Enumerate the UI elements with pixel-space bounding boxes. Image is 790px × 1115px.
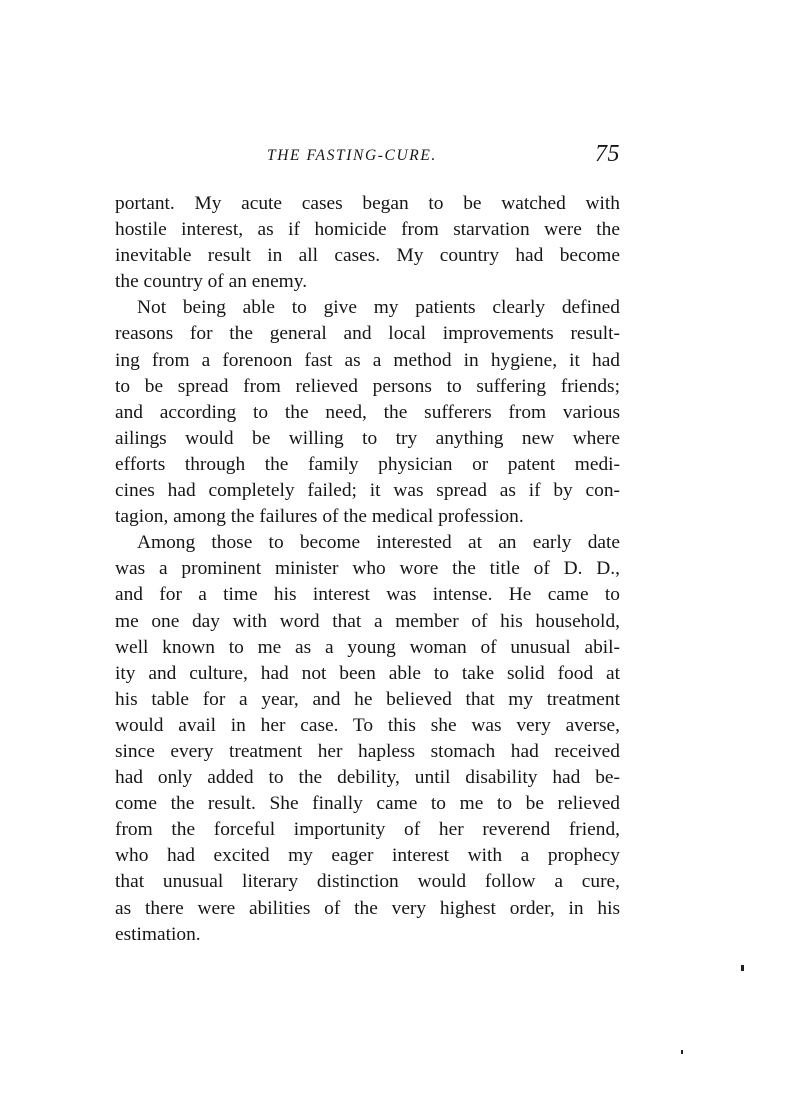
page-header <box>115 141 620 175</box>
running-head: THE FASTING-CURE. <box>267 147 437 164</box>
text-line: estimation. <box>115 923 201 945</box>
text-line: ailings would be willing to try anything new where <box>115 427 620 449</box>
text-line: from the forceful importunity of her reverend friend, <box>115 819 620 841</box>
text-line: since every treatment her hapless stomach had received <box>115 740 620 762</box>
text-line: and for a time his interest was intense. He came to <box>115 584 620 606</box>
text-line: had only added to the debility, until disability had be- <box>115 767 620 789</box>
text-line: cines had completely failed; it was spread as if by con- <box>115 480 620 502</box>
text-line: me one day with word that a member of his household, <box>115 610 620 632</box>
text-line: tagion, among the failures of the medical profession. <box>115 506 524 528</box>
body-text <box>115 191 620 948</box>
scan-speck <box>681 1050 683 1054</box>
text-line: the country of an enemy. <box>115 271 308 293</box>
text-line: well known to me as a young woman of unusual abil- <box>115 636 620 658</box>
text-line: that unusual literary distinction would follow a cure, <box>115 871 620 893</box>
text-line: his table for a year, and he believed that my treatment <box>115 688 620 710</box>
text-line: would avail in her case. To this she was very averse, <box>115 714 620 736</box>
text-line: and according to the need, the sufferers from various <box>115 401 620 423</box>
text-line: was a prominent minister who wore the title of D. D., <box>115 558 620 580</box>
scan-speck <box>741 965 744 971</box>
text-line: hostile interest, as if homicide from starvation were the <box>115 219 620 241</box>
text-line: efforts through the family physician or patent medi- <box>115 453 620 475</box>
text-line: Not being able to give my patients clearly defined <box>137 297 620 319</box>
text-line: inevitable result in all cases. My country had become <box>115 245 620 267</box>
text-line: Among those to become interested at an early date <box>137 532 620 554</box>
text-line: to be spread from relieved persons to suffering friends; <box>115 375 620 397</box>
page-number: 75 <box>595 141 620 167</box>
text-line: reasons for the general and local improvements result- <box>115 323 620 345</box>
text-line: ity and culture, had not been able to take solid food at <box>115 662 620 684</box>
text-line: ing from a forenoon fast as a method in hygiene, it had <box>115 349 620 371</box>
text-line: who had excited my eager interest with a prophecy <box>115 845 620 867</box>
text-line: come the result. She finally came to me to be relieved <box>115 793 620 815</box>
text-line: as there were abilities of the very highest order, in his <box>115 897 620 919</box>
text-line: portant. My acute cases began to be watched with <box>115 193 620 214</box>
